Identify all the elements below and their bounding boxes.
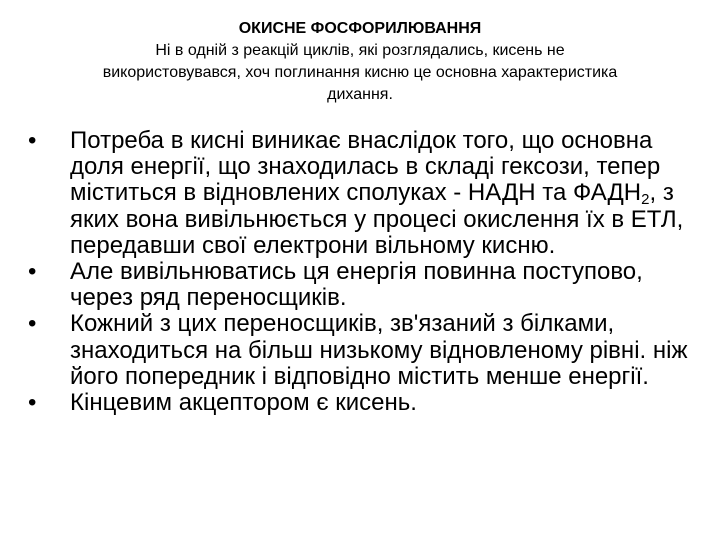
bullet-item-gradual-release <box>28 259 693 311</box>
bullet-dot: • <box>28 127 37 154</box>
bullet-item-oxygen-need <box>28 128 693 259</box>
bullet-item-final-acceptor <box>28 390 693 416</box>
bullet-text: Кожний з цих переносщиків, зв'язаний з білками, знаходиться на більш низькому відновленому рівні. ніж його попередник і відповідно містить менше енергії. <box>70 310 688 390</box>
bullet-text-part: Потреба в кисні виникає внаслідок того, що основна доля енергії, що знаходилась в складі гексози, тепер міститься в відновлених сполуках - НАДН та ФАДН <box>70 127 661 207</box>
bullet-text: Кінцевим акцептором є кисень. <box>70 389 417 417</box>
bullet-text-part: , з яких вона вивільнюється у процесі окислення їх в ЕТЛ, передавши свої електрони вільному кисню. <box>70 179 684 259</box>
bullet-dot: • <box>28 389 37 417</box>
bullet-list <box>28 128 693 416</box>
bullet-dot: • <box>28 310 37 338</box>
slide-header <box>90 18 630 106</box>
subscript-2: 2 <box>641 191 650 209</box>
bullet-item-carriers <box>28 311 693 390</box>
slide-title: ОКИСНЕ ФОСФОРИЛЮВАННЯ <box>238 20 482 37</box>
bullet-dot: • <box>28 258 37 286</box>
intro-paragraph: Ні в одній з реакцій циклів, які розглядались, кисень не використовувався, хоч поглинання кисню це основна характеристика дихання. <box>102 42 618 103</box>
bullet-text: Але вивільнюватись ця енергія повинна поступово, через ряд переносщиків. <box>70 258 643 312</box>
